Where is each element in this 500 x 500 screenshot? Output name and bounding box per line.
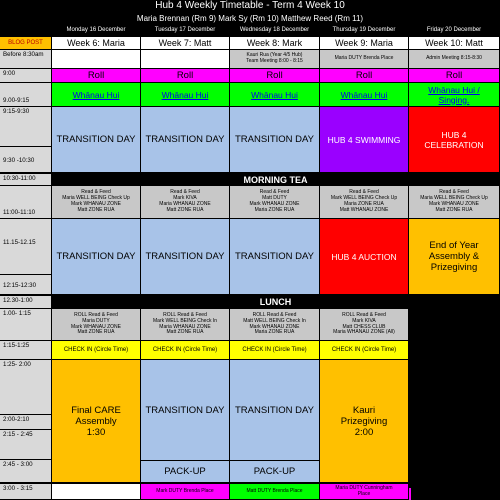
blog-post-label[interactable]: BLOG POST xyxy=(0,37,52,50)
rf1-tue-1: Read & Feed xyxy=(170,189,200,196)
celebration-line-2: CELEBRATION xyxy=(424,139,484,150)
rf2-thu-3: Matt CHESS CLUB xyxy=(342,323,386,330)
hui-wed-link[interactable]: Whānau Hui xyxy=(251,89,298,100)
before-wed-line-1: Kauri Rua (Year 4/5 Hub) xyxy=(246,52,303,59)
checkin-mon: CHECK IN (Circle Time) xyxy=(52,341,141,360)
time-b1a: 9:15-9:30 xyxy=(0,107,52,147)
roll-mon: Roll xyxy=(52,69,141,83)
rf1-fri-2: Maria WELL BEING Check Up xyxy=(420,195,488,202)
rf1-thu xyxy=(320,186,409,219)
week-blogger-mon: Week 6: Maria xyxy=(52,37,141,50)
time-b3a: 1:25- 2:00 xyxy=(0,360,52,415)
rf2-wed-1: ROLL Read & Feed xyxy=(252,311,297,318)
roll-fri: Roll xyxy=(409,69,500,83)
hui-wed[interactable] xyxy=(230,83,320,107)
time-end: 3:00 - 3:15 xyxy=(0,484,52,500)
morning-tea-band: MORNING TEA xyxy=(52,174,500,186)
rf1-wed-1: Read & Feed xyxy=(259,189,290,196)
pack-up-tue: PACK-UP xyxy=(141,461,230,483)
before-wed xyxy=(230,50,320,69)
before-fri: Admin Meeting 8:15-8:30 xyxy=(409,50,500,69)
roll-tue: Roll xyxy=(141,69,230,83)
hub4-swimming: HUB 4 SWIMMING xyxy=(320,107,409,173)
rf1-fri-4: Matt ZONE RUA xyxy=(435,206,473,213)
end-of-year-assembly xyxy=(409,219,500,295)
hui-tue[interactable] xyxy=(141,83,230,107)
rf1-mon-3: Mark WHANAU ZONE xyxy=(71,201,121,207)
hui-mon[interactable] xyxy=(52,83,141,107)
before-thu: Maria DUTY Brenda Place xyxy=(320,50,409,69)
week-blogger-wed: Week 8: Mark xyxy=(230,37,320,50)
transition-b1-tue: TRANSITION DAY xyxy=(141,107,230,173)
end-wed: Matt DUTY Brenda Place xyxy=(230,484,320,500)
time-morning-tea: 10:30-11:00 xyxy=(0,174,52,186)
end-thu-line-2: Place xyxy=(357,490,371,497)
rf1-thu-3: Maria ZONE RUA xyxy=(344,201,384,207)
rf2-tue-2: Mark WELL BEING Check In xyxy=(153,317,217,324)
transition-b1-mon: TRANSITION DAY xyxy=(52,107,141,173)
kauri-prizegiving xyxy=(320,360,409,483)
roll-wed: Roll xyxy=(230,69,320,83)
transition-b2-mon: TRANSITION DAY xyxy=(52,219,141,295)
time-b3b: 2:00-2:10 xyxy=(0,415,52,430)
final-care-assembly xyxy=(52,360,141,483)
rf1-mon-1: Read & Feed xyxy=(81,189,111,196)
roll-thu: Roll xyxy=(320,69,409,83)
end-mon xyxy=(52,484,141,500)
checkin-thu: CHECK IN (Circle Time) xyxy=(320,341,409,360)
end-thu-line-1: Maria DUTY Cunningham xyxy=(335,484,393,491)
page-title: Hub 4 Weekly Timetable - Term 4 Week 10 xyxy=(155,0,345,11)
time-roll: 9:00 xyxy=(0,69,52,83)
rf2-tue xyxy=(141,309,230,341)
day-header-mon: Monday 16 December xyxy=(52,25,141,35)
kauri-line-1: Kauri xyxy=(352,404,376,416)
time-rf1: 11:00-11:10 xyxy=(0,186,52,219)
end-thu xyxy=(320,484,409,500)
rf2-tue-4: Matt ZONE RUA xyxy=(166,329,204,336)
hui-fri[interactable] xyxy=(409,83,500,107)
hui-thu[interactable] xyxy=(320,83,409,107)
final-care-line-3: 1:30 xyxy=(86,426,106,438)
rf2-thu-2: Mark KIVA xyxy=(352,317,376,324)
rf2-mon-2: Maria DUTY xyxy=(82,317,110,324)
rf2-wed-4: Maria ZONE RUA xyxy=(254,329,295,336)
rf1-thu-4: Matt WHANAU ZONE xyxy=(339,206,389,213)
time-b3d: 2:45 - 3:00 xyxy=(0,460,52,483)
rf1-tue xyxy=(141,186,230,219)
rf2-mon-1: ROLL Read & Feed xyxy=(74,311,118,318)
rf1-tue-4: Matt ZONE RUA xyxy=(166,206,204,213)
hui-mon-link[interactable]: Whānau Hui xyxy=(72,89,120,100)
rf2-mon-4: Matt ZONE RUA xyxy=(77,329,115,336)
week-blogger-fri: Week 10: Matt xyxy=(409,37,500,50)
checkin-wed: CHECK IN (Circle Time) xyxy=(230,341,320,360)
eoy-line-2: Assembly & xyxy=(428,251,480,262)
hub4-auction: HUB 4 AUCTION xyxy=(320,219,409,295)
rf1-wed-2: Matt DUTY xyxy=(262,195,287,202)
time-b2b: 12:15-12:30 xyxy=(0,275,52,295)
rf1-wed-3: Mark WHANAU ZONE xyxy=(249,201,300,207)
hub4-celebration xyxy=(409,107,500,173)
rf1-fri xyxy=(409,186,500,219)
transition-b2-tue: TRANSITION DAY xyxy=(141,219,230,295)
week-blogger-tue: Week 7: Matt xyxy=(141,37,230,50)
rf1-mon xyxy=(52,186,141,219)
day-header-thu: Thursday 19 December xyxy=(320,25,409,35)
before-mon xyxy=(52,50,141,69)
rf2-tue-1: ROLL Read & Feed xyxy=(163,311,207,318)
celebration-line-1: HUB 4 xyxy=(441,129,467,140)
transition-b2-wed: TRANSITION DAY xyxy=(230,219,320,295)
day-header-tue: Tuesday 17 December xyxy=(141,25,230,35)
rf2-thu xyxy=(320,309,409,341)
time-before: Before 8:30am xyxy=(0,50,52,69)
rf1-thu-2: Mark WELL BEING Check Up xyxy=(330,195,398,202)
time-checkin: 1:15-1:25 xyxy=(0,341,52,360)
rf2-wed xyxy=(230,309,320,341)
time-lunch: 12.30-1:00 xyxy=(0,296,52,309)
kauri-line-2: Prizegiving xyxy=(340,415,388,427)
end-fri-accent xyxy=(409,488,411,500)
rf2-wed-3: Mark WHANAU ZONE xyxy=(249,323,300,330)
eoy-line-3: Prizegiving xyxy=(430,262,478,273)
final-care-line-2: Assembly xyxy=(75,415,117,427)
rf1-fri-3: Mark WHANAU ZONE xyxy=(429,201,479,207)
day-header-wed: Wednesday 18 December xyxy=(230,25,320,35)
week-blogger-thu: Week 9: Maria xyxy=(320,37,409,50)
rf1-wed-4: Maria ZONE RUA xyxy=(254,206,295,213)
time-hui: 9.00-9:15 xyxy=(0,83,52,107)
final-care-line-1: Final CARE xyxy=(71,404,121,416)
kauri-line-3: 2:00 xyxy=(354,426,374,438)
before-tue xyxy=(141,50,230,69)
rf2-mon xyxy=(52,309,141,341)
time-b1b: 9:30 -10:30 xyxy=(0,147,52,173)
teachers-subtitle: Maria Brennan (Rm 9) Mark Sy (Rm 10) Matthew Reed (Rm 11) xyxy=(136,14,364,23)
rf1-tue-3: Maria WHANAU ZONE xyxy=(159,201,211,207)
rf1-mon-2: Maria WELL BEING Check Up xyxy=(62,195,130,202)
transition-b3-tue: TRANSITION DAY xyxy=(141,360,230,461)
end-tue: Mark DUTY Brenda Place xyxy=(141,484,230,500)
rf2-tue-3: Maria WHANAU ZONE xyxy=(159,323,211,330)
rf1-mon-4: Matt ZONE RUA xyxy=(77,206,115,213)
rf2-thu-1: ROLL Read & Feed xyxy=(342,311,386,318)
transition-b3-wed: TRANSITION DAY xyxy=(230,360,320,461)
rf2-mon-3: Mark WHANAU ZONE xyxy=(71,323,121,330)
hui-fri-link-1[interactable]: Whānau Hui / xyxy=(428,84,480,95)
hui-fri-link-2[interactable]: Singing. xyxy=(438,94,470,105)
rf1-fri-1: Read & Feed xyxy=(439,189,469,196)
pack-up-wed: PACK-UP xyxy=(230,461,320,483)
time-b3c: 2:15 - 2:45 xyxy=(0,430,52,460)
time-b2a: 11.15-12.15 xyxy=(0,219,52,275)
rf2-wed-2: Matt WELL BEING Check In xyxy=(243,317,306,324)
checkin-tue: CHECK IN (Circle Time) xyxy=(141,341,230,360)
rf2-thu-4: Maria WHANAU ZONE (All) xyxy=(333,329,395,336)
rf1-thu-1: Read & Feed xyxy=(349,189,379,196)
rf1-wed xyxy=(230,186,320,219)
eoy-line-1: End of Year xyxy=(429,240,479,251)
day-header-fri: Friday 20 December xyxy=(409,25,500,35)
transition-b1-wed: TRANSITION DAY xyxy=(230,107,320,173)
before-wed-line-2: Team Meeting 8:00 - 8:15 xyxy=(246,58,303,64)
hui-thu-link[interactable]: Whānau Hui xyxy=(340,89,388,100)
lunch-band: LUNCH xyxy=(52,296,500,309)
rf1-tue-2: Mark KIVA xyxy=(173,195,197,202)
time-rf2: 1.00- 1:15 xyxy=(0,309,52,341)
hui-tue-link[interactable]: Whānau Hui xyxy=(161,89,209,100)
